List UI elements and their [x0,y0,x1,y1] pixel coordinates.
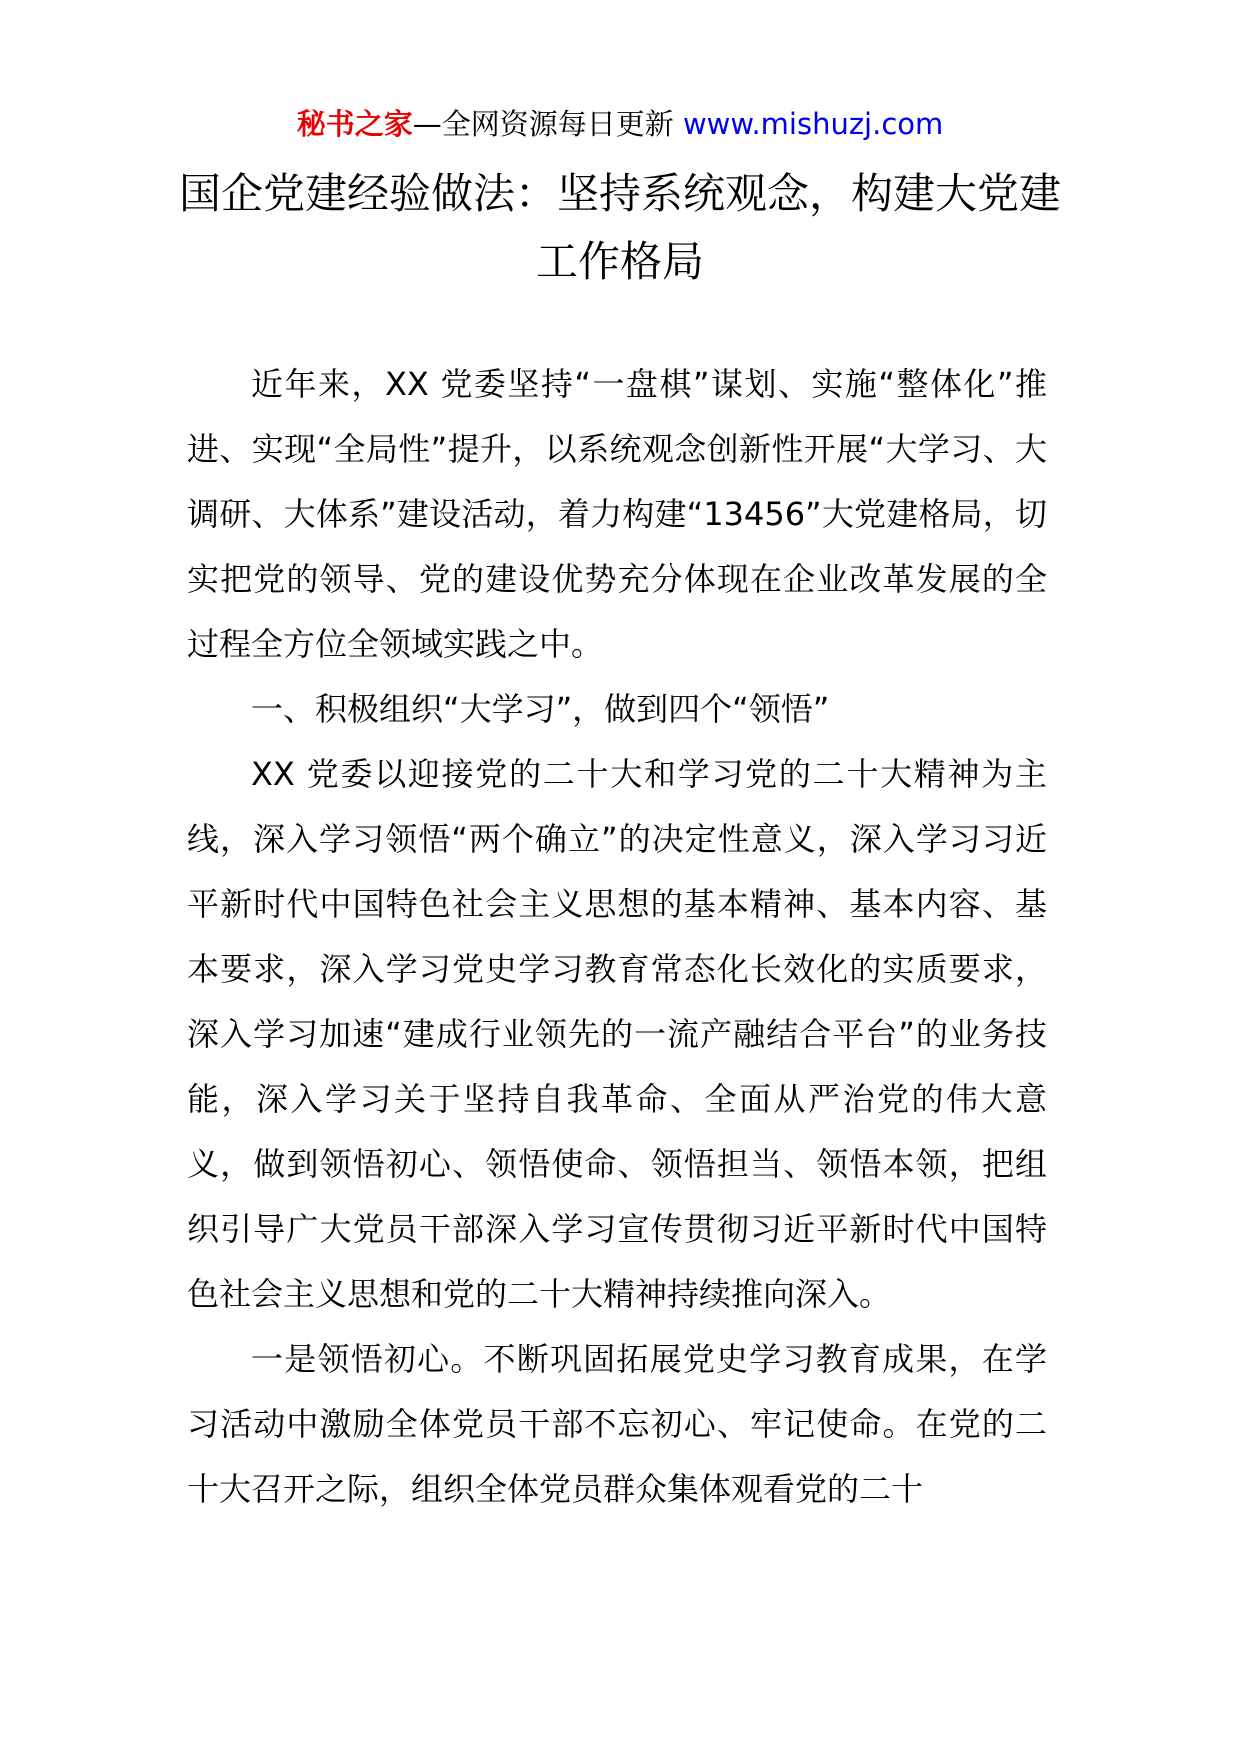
site-url-link[interactable]: www.mishuzj.com [682,107,944,141]
body-paragraph: 一是领悟初心。不断巩固拓展党史学习教育成果，在学习活动中激励全体党员干部不忘初心、牢记使命。在党的二十大召开之际，组织全体党员群众集体观看党的二十 [187,1340,1047,1508]
body-paragraph: XX 党委以迎接党的二十大和学习党的二十大精神为主线，深入学习领悟“两个确立”的决定性意义，深入学习习近平新时代中国特色社会主义思想的基本精神、基本内容、基本要求，深入学习党史学习教育常态化长效化的实质要求，深入学习加速“建成行业领先的一流产融结合平台”的业务技能，深入学习关于坚持自我革命、全面从严治党的伟大意义，做到领悟初心、领悟使命、领悟担当、领悟本领，把组织引导广大党员干部深入学习宣传贯彻习近平新时代中国特色社会主义思想和党的二十大精神持续推向深入。 [187,755,1047,1313]
document-body [187,352,1047,1522]
intro-paragraph: 近年来，XX 党委坚持“一盘棋”谋划、实施“整体化”推进、实现“全局性”提升，以系统观念创新性开展“大学习、大调研、大体系”建设活动，着力构建“13456”大党建格局，切实把党的领导、党的建设优势充分体现在企业改革发展的全过程全方位全领域实践之中。 [187,365,1047,663]
document-title: 国企党建经验做法：坚持系统观念，构建大党建工作格局 [178,169,1061,286]
site-tagline: —全网资源每日更新 [412,107,674,141]
section-heading: 一、积极组织“大学习”，做到四个“领悟” [251,690,830,728]
site-header [0,104,1240,144]
site-brand: 秘书之家 [296,107,413,141]
